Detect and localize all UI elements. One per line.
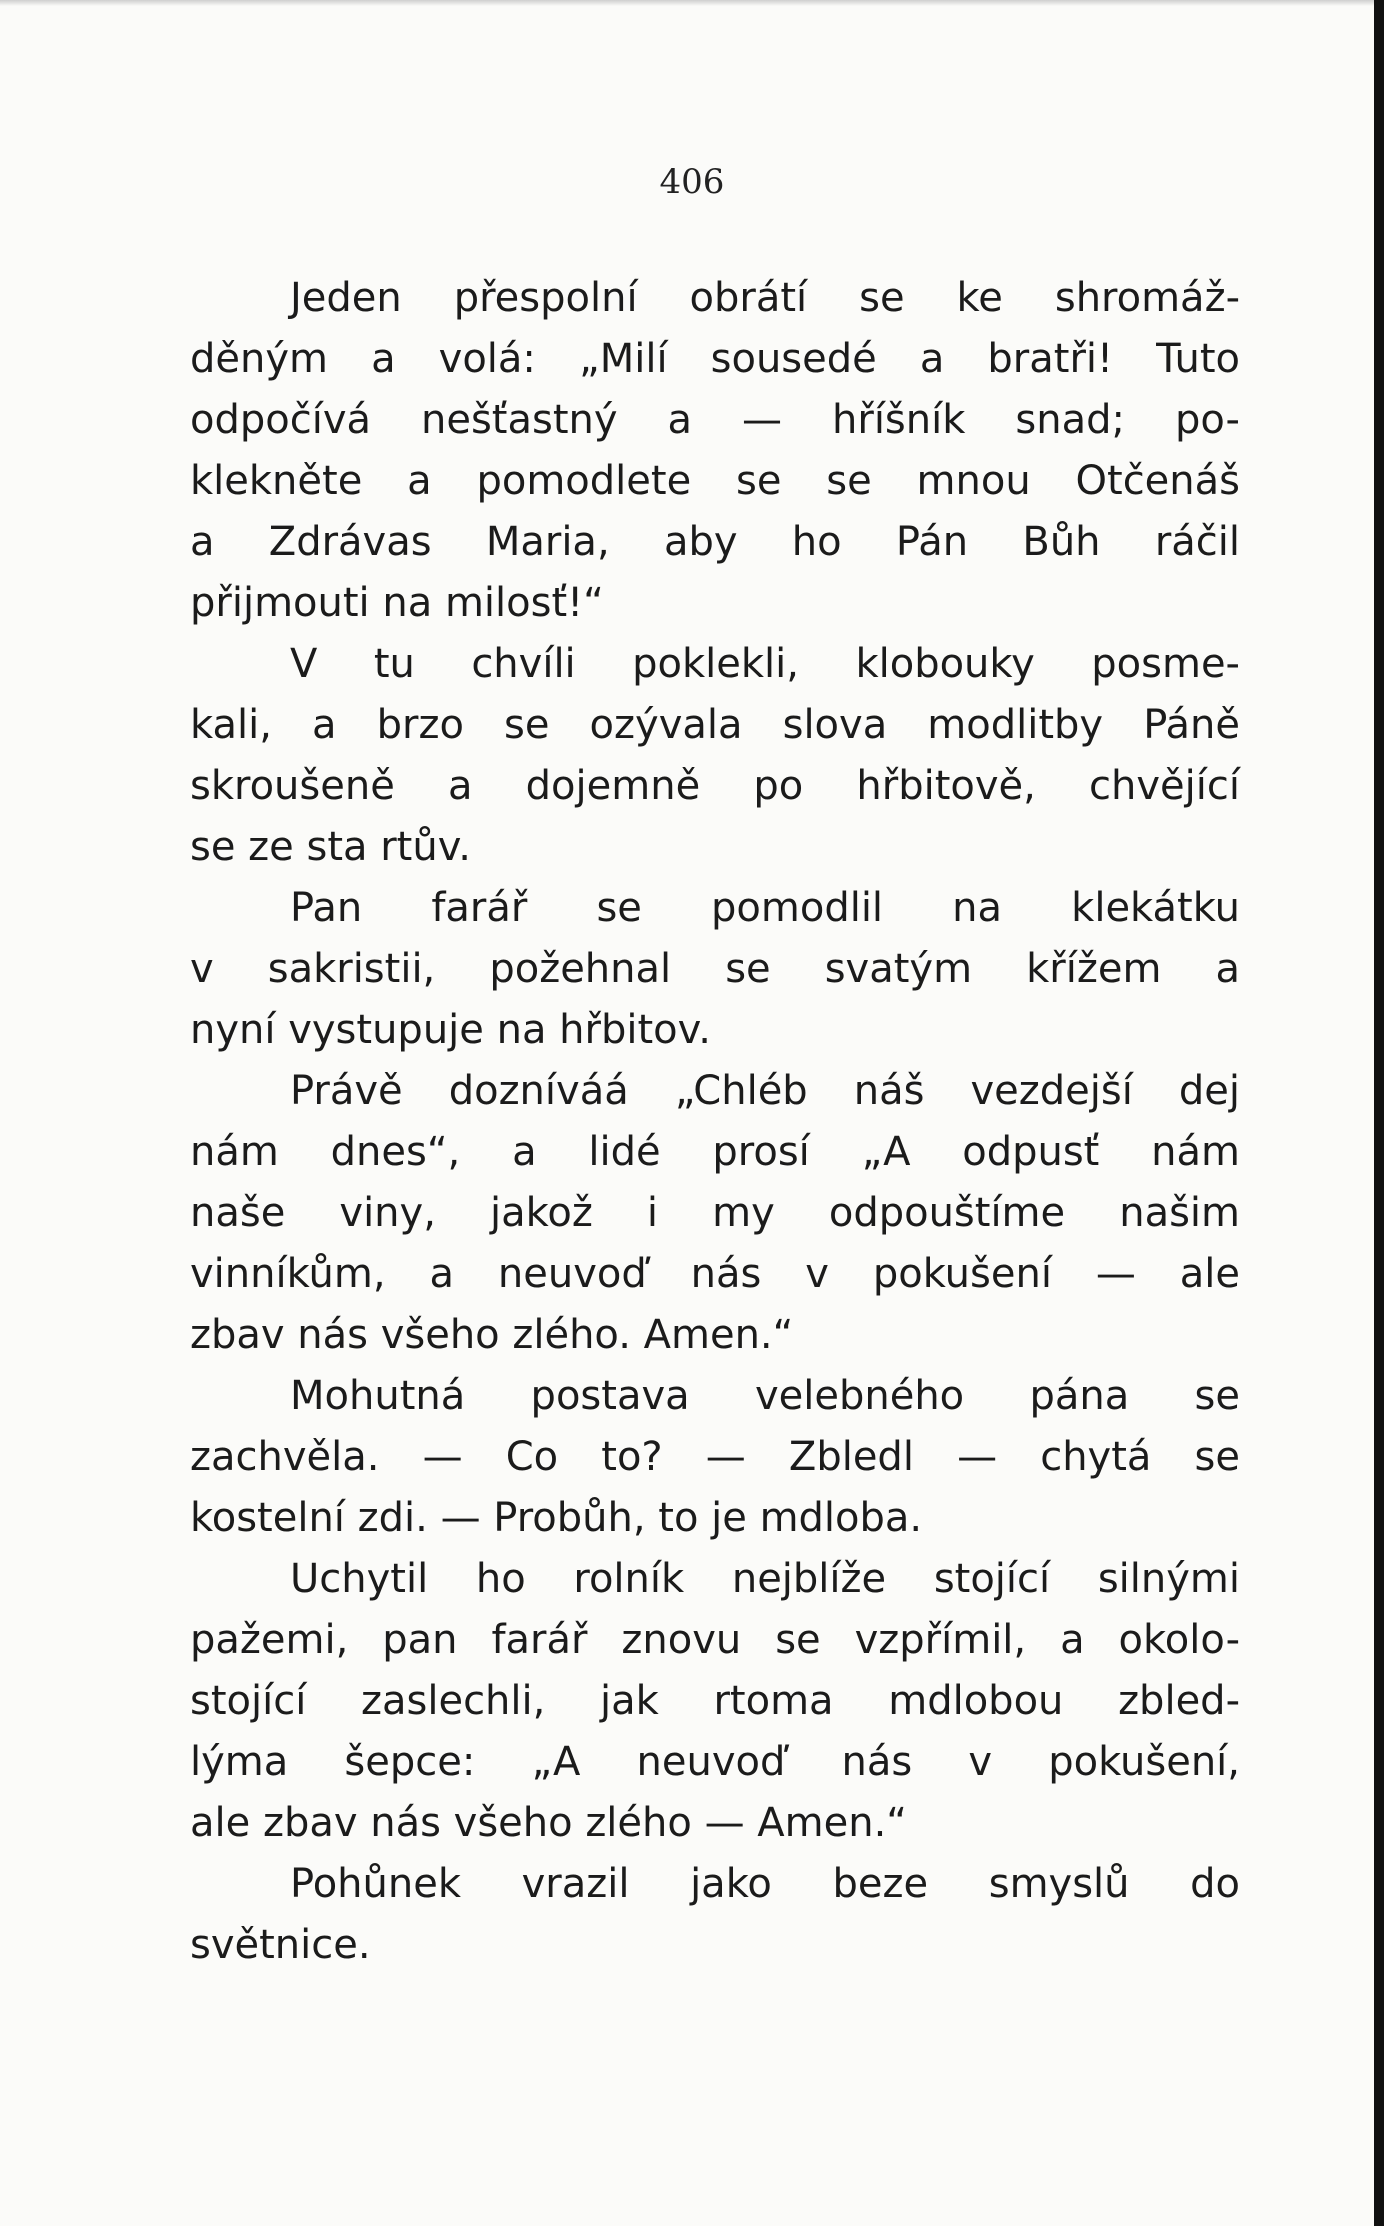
text-line: V tu chvíli poklekli, klobouky posme- xyxy=(290,641,1240,687)
text-line: ale zbav nás všeho zlého — Amen.“ xyxy=(190,1800,908,1846)
text-line: přijmouti na milosť!“ xyxy=(190,580,604,626)
text-line: stojící zaslechli, jak rtoma mdlobou zbled- xyxy=(190,1678,1240,1724)
text-line: odpočívá nešťastný a — hříšník snad; po- xyxy=(190,397,1240,443)
text-line: Pohůnek vrazil jako beze smyslů do xyxy=(290,1861,1240,1907)
text-line: zbav nás všeho zlého. Amen.“ xyxy=(190,1312,794,1358)
text-line: skroušeně a dojemně po hřbitově, chvějící xyxy=(190,763,1240,809)
text-line: pažemi, pan farář znovu se vzpřímil, a okolo- xyxy=(190,1617,1240,1663)
page-number: 406 xyxy=(659,162,725,202)
text-line: se ze sta rtův. xyxy=(190,824,471,870)
text-line: lýma šepce: „A neuvoď nás v pokušení, xyxy=(190,1739,1240,1785)
body-text xyxy=(190,268,1240,1976)
text-line: nám dnes“, a lidé prosí „A odpusť nám xyxy=(190,1129,1240,1175)
text-line: zachvěla. — Co to? — Zbledl — chytá se xyxy=(190,1434,1240,1480)
text-line: děným a volá: „Milí sousedé a bratři! Tuto xyxy=(190,336,1240,382)
text-line: Mohutná postava velebného pána se xyxy=(290,1373,1240,1419)
text-line: nyní vystupuje na hřbitov. xyxy=(190,1007,711,1053)
text-line: Právě dozníváá „Chléb náš vezdejší dej xyxy=(290,1068,1240,1114)
text-line: naše viny, jakož i my odpouštíme našim xyxy=(190,1190,1240,1236)
text-line: a Zdrávas Maria, aby ho Pán Bůh ráčil xyxy=(190,519,1240,565)
text-line: klekněte a pomodlete se se mnou Otčenáš xyxy=(190,458,1240,504)
text-line: Uchytil ho rolník nejblíže stojící silnými xyxy=(290,1556,1240,1602)
text-line: vinníkům, a neuvoď nás v pokušení — ale xyxy=(190,1251,1240,1297)
text-line: světnice. xyxy=(190,1922,371,1968)
page-top-edge xyxy=(0,0,1384,6)
text-line: Pan farář se pomodlil na klekátku xyxy=(290,885,1240,931)
text-line: Jeden přespolní obrátí se ke shromáž- xyxy=(290,275,1240,321)
text-line: kali, a brzo se ozývala slova modlitby Páně xyxy=(190,702,1240,748)
page-right-edge xyxy=(1374,0,1384,2226)
text-line: v sakristii, požehnal se svatým křížem a xyxy=(190,946,1240,992)
text-line: kostelní zdi. — Probůh, to je mdloba. xyxy=(190,1495,923,1541)
